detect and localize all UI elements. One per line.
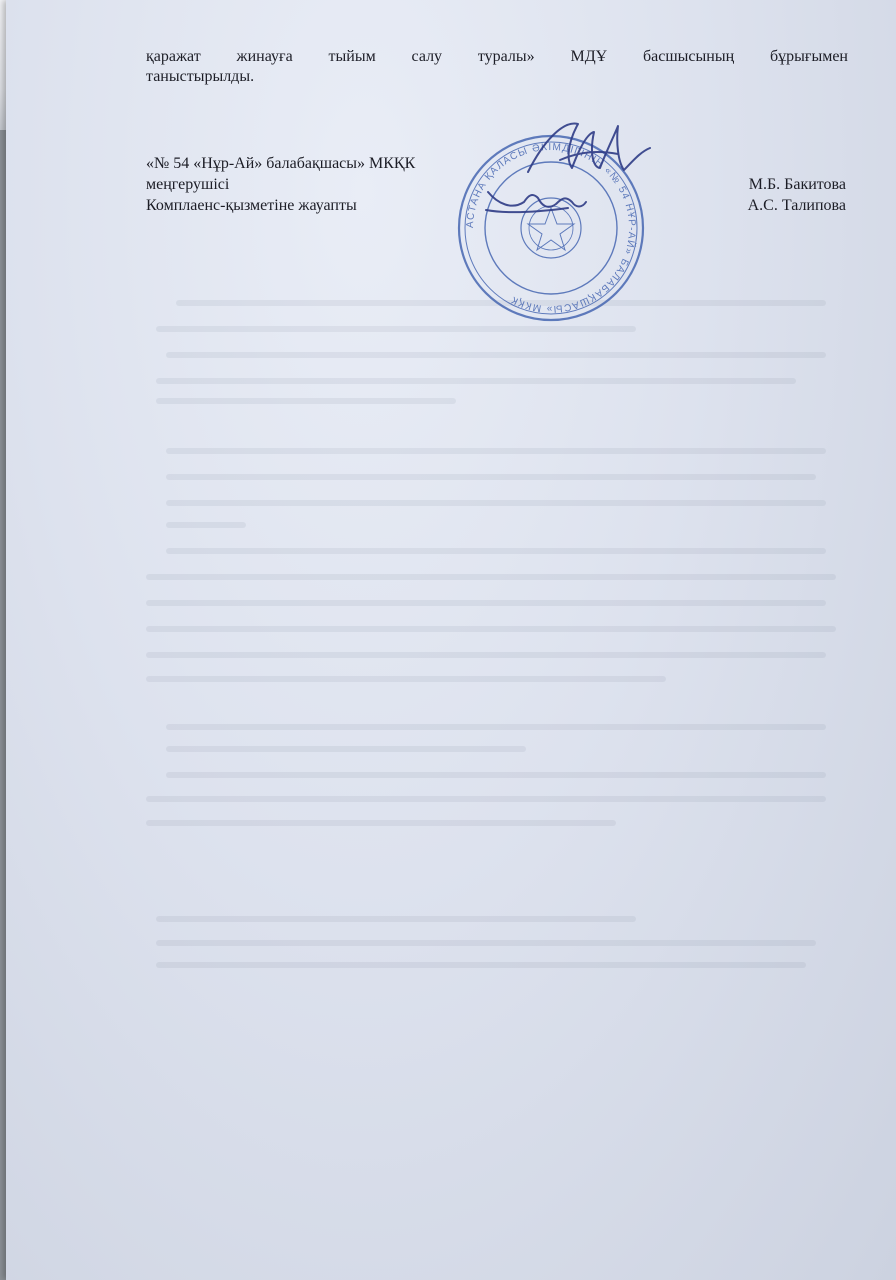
compliance-title: Комплаенс-қызметіне жауапты xyxy=(146,197,357,214)
seal-ring-text: АСТАНА ҚАЛАСЫ ӘКІМДІГІНІҢ «№ 54 НҰР-АЙ» БАЛАБАҚШАСЫ» МКҚК xyxy=(464,141,638,315)
head-name: М.Б. Бакитова xyxy=(748,176,846,193)
compliance-name: А.С. Талипова xyxy=(747,197,846,214)
head-title: меңгерушісі xyxy=(146,176,230,193)
paragraph-line-2: таныстырылды. xyxy=(146,68,255,85)
signatures xyxy=(468,112,658,232)
organization-name: «№ 54 «Нұр-Ай» балабақшасы» МКҚК xyxy=(146,155,416,172)
paragraph-line-1: қаражат жинауға тыйым салу туралы» МДҰ басшысының бұрығымен xyxy=(146,48,848,65)
intro-paragraph xyxy=(146,47,848,87)
document-page xyxy=(6,0,896,1280)
